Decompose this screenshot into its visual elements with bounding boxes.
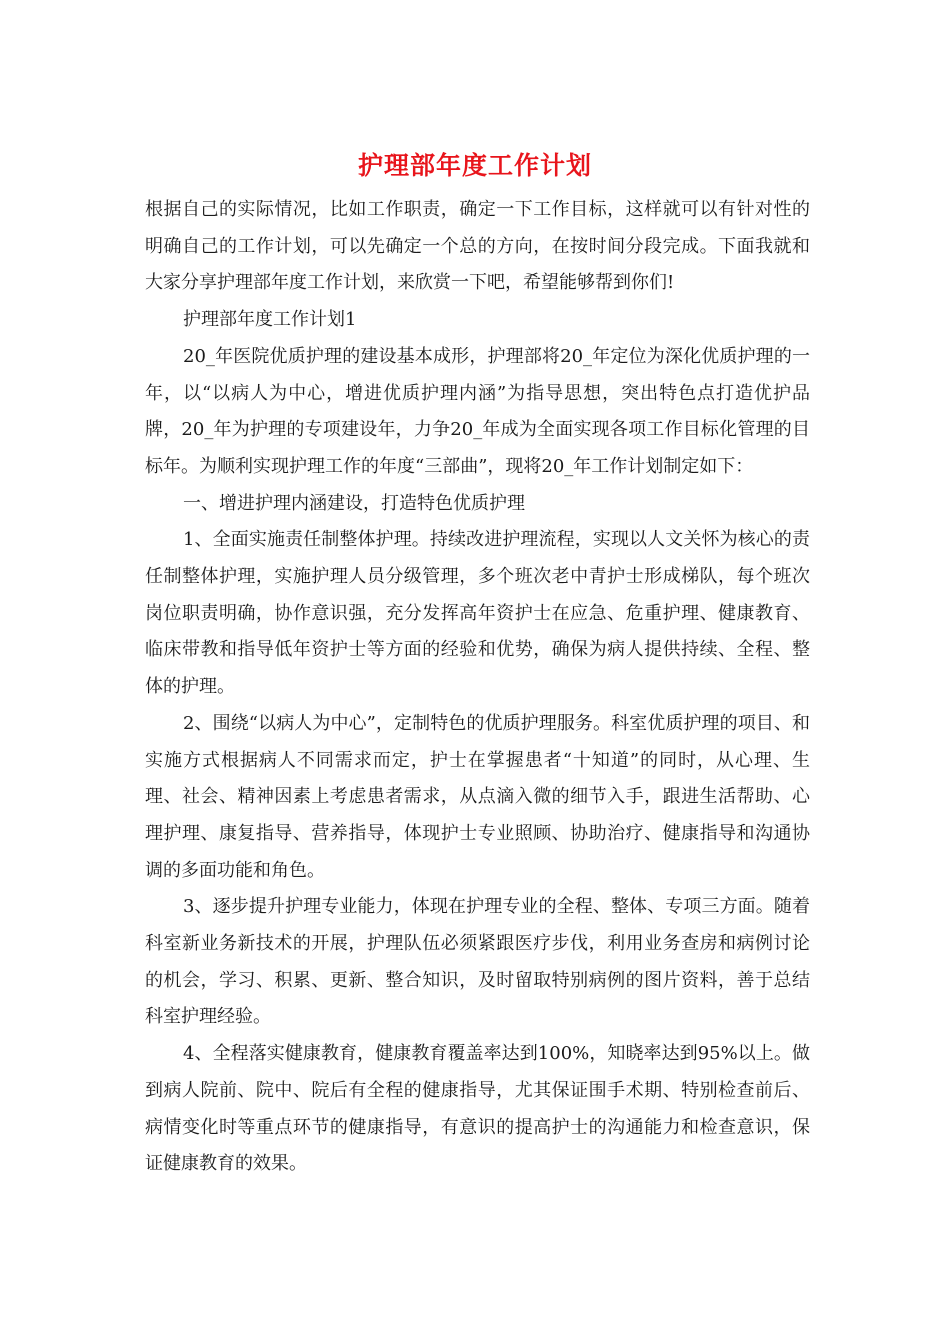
paragraph-item-4: 4、全程落实健康教育，健康教育覆盖率达到100%，知晓率达到95%以上。做到病人院前、院中、院后有全程的健康指导，尤其保证围手术期、特别检查前后、病情变化时等重点环节的健康指导，有意识的提高护士的沟通能力和检查意识，保证健康教育的效果。: [145, 1043, 810, 1175]
document-body: [145, 192, 810, 1183]
section-heading-part-1: 一、增进护理内涵建设，打造特色优质护理: [183, 492, 525, 514]
paragraph-item-2: 2、围绕“以病人为中心”，定制特色的优质护理服务。科室优质护理的项目、和实施方式根据病人不同需求而定，护士在掌握患者“十知道”的同时，从心理、生理、社会、精神因素上考虑患者需求，从点滴入微的细节入手，跟进生活帮助、心理护理、康复指导、营养指导，体现护士专业照顾、协助治疗、健康指导和沟通协调的多面功能和角色。: [145, 712, 810, 881]
paragraph-item-1: 1、全面实施责任制整体护理。持续改进护理流程，实现以人文关怀为核心的责任制整体护理，实施护理人员分级管理，多个班次老中青护士形成梯队，每个班次岗位职责明确，协作意识强，充分发挥高年资护士在应急、危重护理、健康教育、临床带教和指导低年资护士等方面的经验和优势，确保为病人提供持续、全程、整体的护理。: [145, 529, 810, 698]
document-title: 护理部年度工作计划: [357, 151, 592, 180]
section-heading-plan-1: 护理部年度工作计划1: [183, 309, 357, 331]
paragraph-overview: 20_年医院优质护理的建设基本成形，护理部将20_年定位为深化优质护理的一年，以“以病人为中心，增进优质护理内涵”为指导思想，突出特色点打造优护品牌，20_年为护理的专项建设年，力争20_年成为全面实现各项工作目标化管理的目标年。为顺利实现护理工作的年度“三部曲”，现将20_年工作计划制定如下：: [145, 345, 810, 477]
intro-paragraph: 根据自己的实际情况，比如工作职责，确定一下工作目标，这样就可以有针对性的明确自己的工作计划，可以先确定一个总的方向，在按时间分段完成。下面我就和大家分享护理部年度工作计划，来欣赏一下吧，希望能够帮到你们!: [145, 199, 810, 294]
paragraph-item-3: 3、逐步提升护理专业能力，体现在护理专业的全程、整体、专项三方面。随着科室新业务新技术的开展，护理队伍必须紧跟医疗步伐，利用业务查房和病例讨论的机会，学习、积累、更新、整合知识，及时留取特别病例的图片资料，善于总结科室护理经验。: [145, 896, 810, 1028]
